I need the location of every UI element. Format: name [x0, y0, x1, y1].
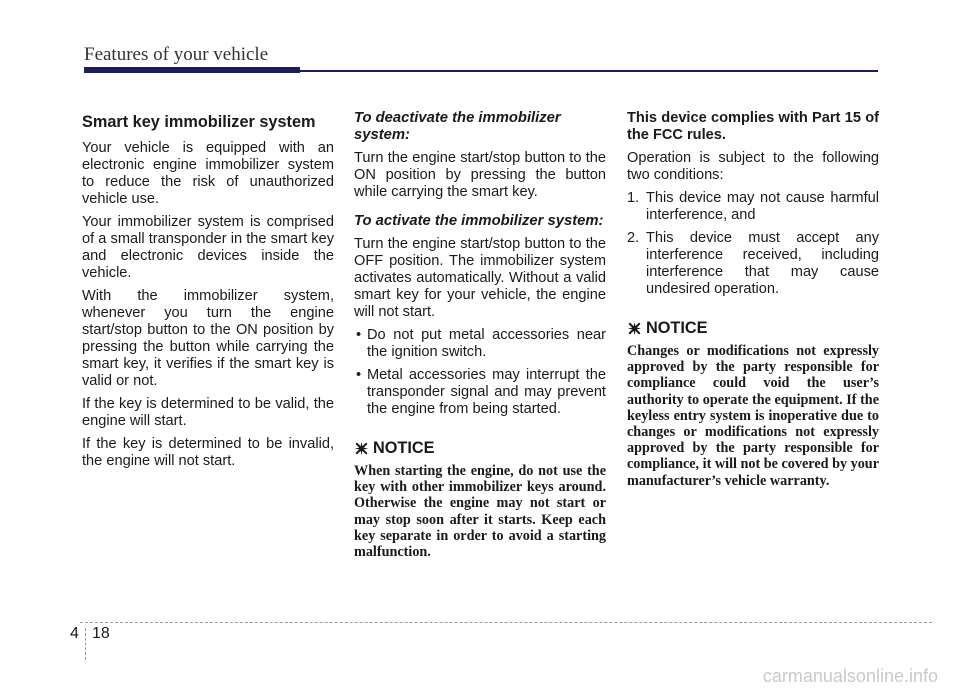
column-2 — [354, 110, 606, 566]
header-rule-thick — [84, 67, 300, 73]
paragraph: If the key is determined to be invalid, the engine will not start. — [82, 436, 334, 469]
column-3 — [627, 110, 879, 495]
conditions-list — [627, 190, 879, 298]
notice-label: NOTICE — [373, 439, 435, 457]
notice-heading — [354, 440, 606, 457]
notice-star-icon — [354, 441, 369, 456]
list-item: • Do not put metal accessories near the ignition switch. — [354, 327, 606, 361]
paragraph: Your immobilizer system is comprised of a small transponder in the smart key and electronic devices inside the vehicle. — [82, 214, 334, 281]
deactivate-heading: To deactivate the immobilizer system: — [354, 110, 561, 143]
notice-label: NOTICE — [646, 319, 708, 337]
page-number: 18 — [92, 625, 110, 642]
operation-paragraph: Operation is subject to the following two conditions: — [627, 150, 879, 183]
deactivate-paragraph: Turn the engine start/stop button to the ON position by pressing the button while carrying the smart key. — [354, 150, 606, 200]
section-number: 4 — [70, 625, 79, 642]
bullet-list — [354, 327, 606, 418]
notice-star-icon — [627, 321, 642, 336]
paragraph: Your vehicle is equipped with an electronic engine immobilizer system to reduce the risk of unauthorized vehicle use. — [82, 140, 334, 207]
list-text: This device may not cause harmful interference, and — [646, 190, 879, 223]
list-text: This device must accept any interference received, including interference that may cause undesired operation. — [646, 230, 879, 297]
list-number: 1. — [627, 190, 640, 206]
footer-rule — [80, 622, 932, 623]
notice-text: When starting the engine, do not use the key with other immobilizer keys around. Otherwise the engine may not start or may stop soon after it starts. Keep each key separate in order to avoid a starting malfunction. — [354, 463, 606, 561]
list-item: • Metal accessories may interrupt the transponder signal and may prevent the engine from being started. — [354, 367, 606, 418]
paragraph: If the key is determined to be valid, the engine will start. — [82, 396, 334, 429]
footer-separator — [85, 628, 86, 660]
notice-text: Changes or modifications not expressly approved by the party responsible for compliance could void the user’s authority to operate the equipment. If the keyless entry system is inoperative due to changes or modifications not expressly approved by the party responsible for compliance, it will not be covered by your manufacturer’s vehicle warranty. — [627, 343, 879, 489]
fcc-heading: This device complies with Part 15 of the FCC rules. — [627, 110, 879, 143]
column-1 — [82, 110, 334, 476]
page-header-title: Features of your vehicle — [84, 44, 269, 65]
watermark: carmanualsonline.info — [762, 666, 938, 686]
section-heading: Smart key immobilizer system — [82, 113, 316, 131]
activate-heading: To activate the immobilizer system: — [354, 213, 604, 229]
list-item — [627, 230, 879, 298]
list-number: 2. — [627, 230, 640, 246]
activate-paragraph: Turn the engine start/stop button to the OFF position. The immobilizer system activates automatically. Without a valid smart key for your vehicle, the engine will not start. — [354, 236, 606, 320]
paragraph: With the immobilizer system, whenever you turn the engine start/stop button to the ON position by pressing the button while carrying the smart key, it verifies if the smart key is valid or not. — [82, 288, 334, 389]
notice-heading — [627, 320, 879, 337]
header-rule-thin — [300, 70, 878, 72]
list-item — [627, 190, 879, 224]
